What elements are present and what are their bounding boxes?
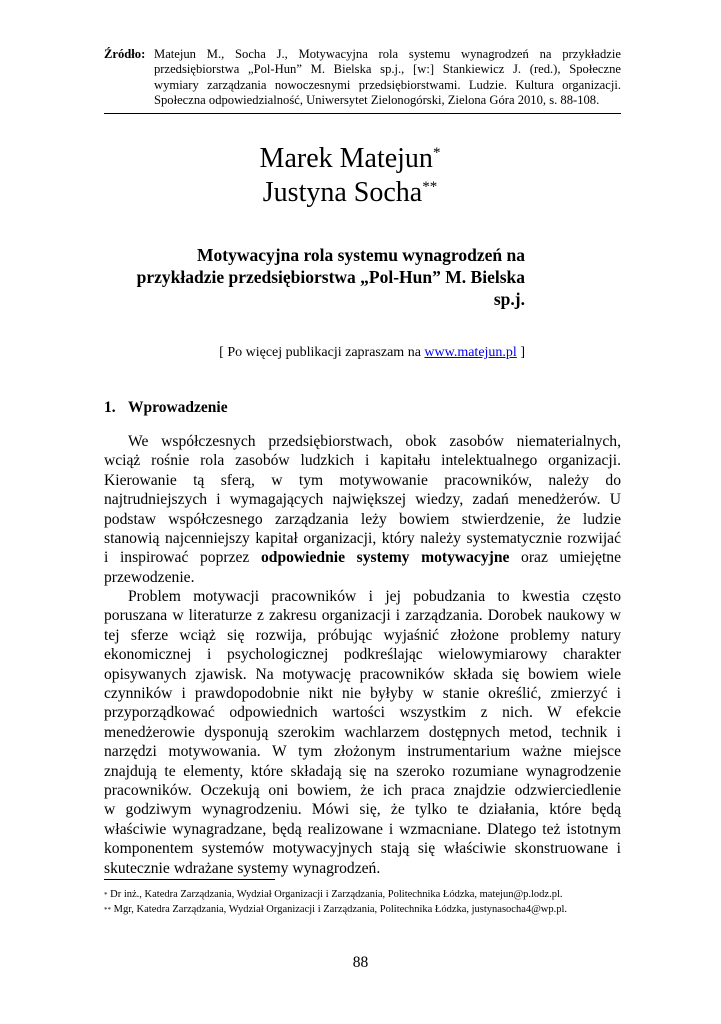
footnote-marker: ** xyxy=(422,179,438,195)
author-name: Marek Matejun* xyxy=(259,143,441,174)
header-divider xyxy=(104,113,621,114)
page-number: 88 xyxy=(352,954,369,971)
emphasis: odpowiednie systemy motywacyjne xyxy=(260,549,510,567)
author-name: Justyna Socha** xyxy=(262,177,438,208)
section-heading: 1. Wprowadzenie xyxy=(104,399,228,416)
source-citation xyxy=(104,47,621,108)
more-publications-note: [ Po więcej publikacji zapraszam na www.matejun.pl ] xyxy=(219,345,525,360)
paper-title: Motywacyjna rola systemu wynagrodzeń na przykładzie przedsiębiorstwa „Pol-Hun” M. Bielska sp.j. xyxy=(136,245,525,309)
source-line: przedsiębiorstwa „Pol-Hun” M. Bielska sp.j., [w:] Stankiewicz J. (red.), Społeczne xyxy=(154,62,621,77)
footnote: * Dr inż., Katedra Zarządzania, Wydział Organizacji i Zarządzania, Politechnika Łódzka, matejun@p.lodz.pl. xyxy=(104,889,563,900)
source-label: Źródło: xyxy=(104,47,146,61)
source-line: Społeczna odpowiedzialność, Uniwersytet Zielonogórski, Zielona Góra 2010, s. 88-108. xyxy=(154,92,600,107)
website-link[interactable]: www.matejun.pl xyxy=(424,345,517,360)
source-line: wymiary zarządzania nowoczesnymi przedsiębiorstwami. Ludzie. Kultura organizacji. xyxy=(154,77,621,92)
footnote-divider xyxy=(104,879,275,880)
footnote-marker: * xyxy=(432,145,441,161)
paragraph: We współczesnych przedsiębiorstwach, obok zasobów niematerialnych, wciąż rośnie rola zasobów ludzkich i kapitału intelektualnego organizacji. Kierowanie tą sferą, w tym motywowanie pracowników, należy do najtrudniejszych i wymagających największej wiedzy, zadań menedżerów. U podstaw współczesnego zarządzania leży bowiem stwierdzenie, że ludzie stanowią najcenniejszy kapitał organizacji, który należy systematycznie rozwijać i inspirować poprzez odpowiednie systemy motywacyjne oraz umiejętne przewodzenie. xyxy=(104,433,621,586)
source-line: Matejun M., Socha J., Motywacyjna rola systemu wynagrodzeń na przykładzie xyxy=(154,47,621,61)
footnote: ** Mgr, Katedra Zarządzania, Wydział Organizacji i Zarządzania, Politechnika Łódzka, justynasocha4@wp.pl. xyxy=(104,904,568,915)
paragraph: Problem motywacji pracowników i jej pobudzania to kwestia często poruszana w literaturze z zakresu organizacji i zarządzania. Dorobek naukowy w tej sferze wciąż się rozwija, próbując wyjaśnić złożone problemy natury ekonomicznej i psychologicznej podkreślając wielowymiarowy charakter opisywanych zjawisk. Na motywację pracowników składa się bowiem wiele czynników i prawdopodobnie nikt nie byłyby w stanie określić, zmierzyć i przyporządkować odpowiednich wartości wszystkim z nich. W efekcie menedżerowie dysponują szerokim wachlarzem dostępnych metod, technik i narzędzi motywowania. W tym złożonym instrumentarium ważne miejsce znajdują te elementy, które składają się na szeroko rozumiane wynagrodzenie pracowników. Oczekują oni bowiem, że ich praca znajdzie odzwierciedlenie w godziwym wynagrodzeniu. Mówi się, że tylko te działania, które będą właściwie wynagradzane, będą realizowane i wzmacniane. Dlatego też istotnym komponentem systemów motywacyjnych stają się właściwie skonstruowane i skutecznie wdrażane systemy wynagrodzeń. xyxy=(104,588,621,877)
